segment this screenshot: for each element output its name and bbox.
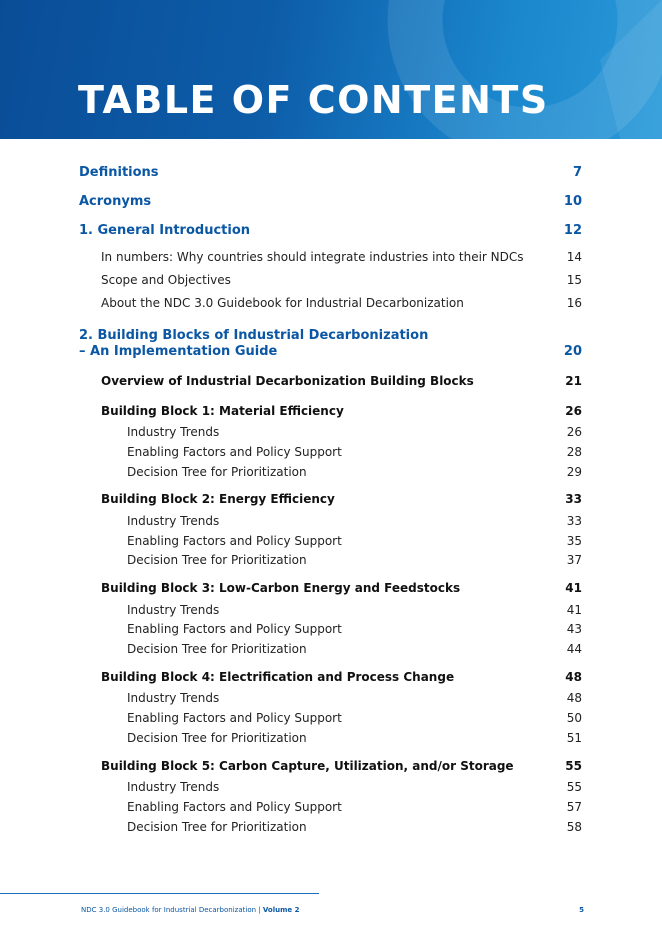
toc-entry-page: 43 <box>566 622 582 636</box>
toc-entry-page: 41 <box>565 581 582 595</box>
toc-entry-page: 33 <box>566 514 582 528</box>
toc-entry-page: 15 <box>566 273 582 287</box>
toc-entry-label-line2: – An Implementation Guide <box>79 344 278 359</box>
toc-entry-page: 44 <box>566 642 582 656</box>
toc-entry-label: In numbers: Why countries should integrate industries into their NDCs <box>101 250 524 264</box>
toc-entry-page: 28 <box>566 445 582 459</box>
toc-entry-page: 26 <box>566 425 582 439</box>
toc-entry-page: 48 <box>566 691 582 705</box>
toc-entry-label: Enabling Factors and Policy Support <box>127 534 342 548</box>
toc-entry-label: Enabling Factors and Policy Support <box>127 800 342 814</box>
toc-entry-page: 41 <box>566 603 582 617</box>
toc-entry-label: Industry Trends <box>127 691 220 705</box>
toc-entry-page: 35 <box>566 534 582 548</box>
toc-entry-page: 48 <box>565 670 582 684</box>
toc-entry-label: Decision Tree for Prioritization <box>127 465 307 479</box>
toc-entry-label: Enabling Factors and Policy Support <box>127 711 342 725</box>
toc-entry-page: 7 <box>572 165 582 180</box>
toc-entry-label: Industry Trends <box>127 514 220 528</box>
toc-entry-label: Definitions <box>79 165 159 180</box>
toc-entry-page: 29 <box>566 465 582 479</box>
toc-entry-page: 58 <box>566 820 582 834</box>
toc-entry-page: 21 <box>565 374 582 388</box>
footer-separator: | <box>258 906 261 914</box>
toc-entry-label: Building Block 4: Electrification and Process Change <box>101 670 455 684</box>
toc-entry-label: Industry Trends <box>127 603 220 617</box>
toc-entry-page: 51 <box>566 731 582 745</box>
header-banner <box>0 0 662 139</box>
toc-entry-page: 50 <box>566 711 582 725</box>
footer-page-number: 5 <box>579 906 584 914</box>
toc-entry-label: Building Block 1: Material Efficiency <box>101 404 344 418</box>
toc-entry-page: 55 <box>566 780 582 794</box>
toc-entry-page: 26 <box>565 404 582 418</box>
footer-running-title <box>81 906 299 914</box>
toc-entry-label: Decision Tree for Prioritization <box>127 820 307 834</box>
toc-entry-label: Scope and Objectives <box>101 273 231 287</box>
toc-entry-page: 55 <box>565 759 582 773</box>
toc-entry-label: Decision Tree for Prioritization <box>127 553 307 567</box>
toc-entry-label: Overview of Industrial Decarbonization Building Blocks <box>101 374 474 388</box>
toc-entry-label: About the NDC 3.0 Guidebook for Industrial Decarbonization <box>101 296 464 310</box>
toc-entry-label: Decision Tree for Prioritization <box>127 731 307 745</box>
toc-entry-label: Decision Tree for Prioritization <box>127 642 307 656</box>
toc-entry-page: 33 <box>565 492 582 506</box>
toc-entry-page: 20 <box>563 344 582 359</box>
footer-doc-title: NDC 3.0 Guidebook for Industrial Decarbonization <box>81 906 257 914</box>
toc-entry-label: 1. General Introduction <box>79 223 251 238</box>
toc-entry-label: Building Block 3: Low-Carbon Energy and Feedstocks <box>101 581 461 595</box>
toc-entry-label: Acronyms <box>79 194 152 209</box>
toc-entry-page: 37 <box>566 553 582 567</box>
toc-entry-page: 16 <box>566 296 582 310</box>
toc-entry-label: 2. Building Blocks of Industrial Decarbonization <box>79 328 429 343</box>
toc-entry-page: 57 <box>566 800 582 814</box>
toc-entry-label: Enabling Factors and Policy Support <box>127 622 342 636</box>
toc-entry-page: 14 <box>566 250 582 264</box>
toc-entry-label: Industry Trends <box>127 780 220 794</box>
toc-entry-page: 12 <box>563 223 582 238</box>
toc-entry-label: Industry Trends <box>127 425 220 439</box>
toc-entry-label: Building Block 5: Carbon Capture, Utilization, and/or Storage <box>101 759 514 773</box>
footer-volume: Volume 2 <box>262 906 300 914</box>
footer-divider <box>0 893 319 894</box>
toc-entry-label: Enabling Factors and Policy Support <box>127 445 342 459</box>
page-title: TABLE OF CONTENTS <box>78 78 549 122</box>
toc-entry-page: 10 <box>563 194 582 209</box>
toc-entry-label: Building Block 2: Energy Efficiency <box>101 492 335 506</box>
